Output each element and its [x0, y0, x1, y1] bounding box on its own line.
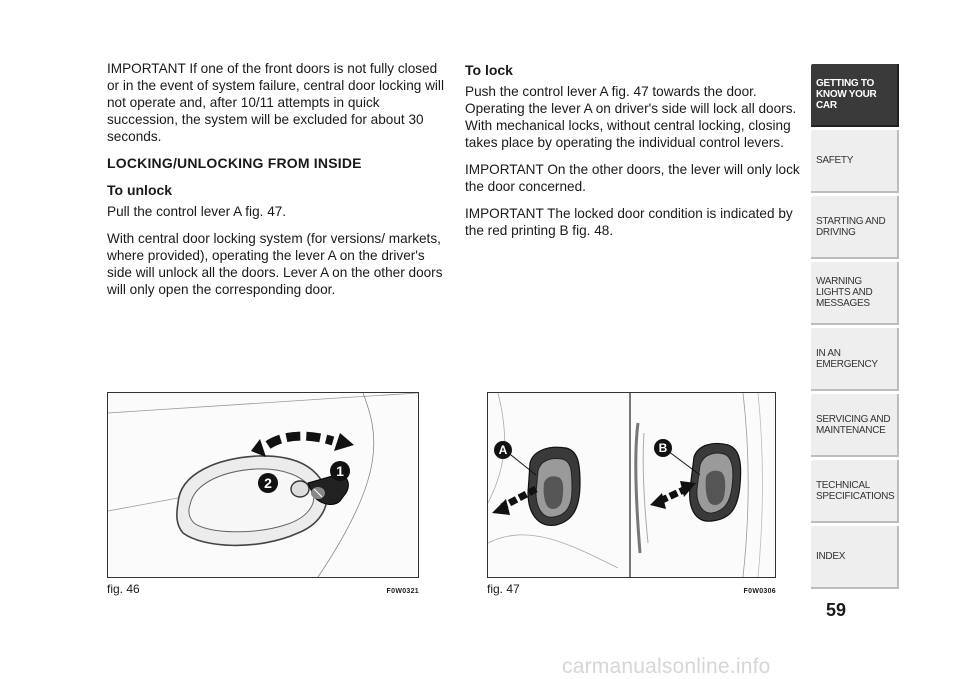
- tab-label: SAFETY: [816, 155, 854, 166]
- figure-47-code: F0W0306: [743, 588, 776, 595]
- callout-2-badge: [258, 473, 278, 493]
- tab-in-an-emergency[interactable]: [811, 328, 899, 391]
- figure-46-frame: [107, 392, 419, 578]
- unlock-text-1: Pull the control lever A fig. 47.: [107, 204, 287, 219]
- figure-47-label: fig. 47: [487, 582, 520, 596]
- important-note-2: IMPORTANT On the other doors, the lever will only lock the door concerned.: [465, 162, 800, 194]
- tab-technical-specifications[interactable]: [811, 460, 899, 523]
- unlock-heading: To unlock: [107, 182, 173, 198]
- figure-47: [487, 392, 776, 596]
- tab-servicing-and-maintenance[interactable]: [811, 394, 899, 457]
- callout-1-badge: [330, 461, 350, 481]
- right-column: [465, 60, 801, 249]
- tab-label: TECHNICAL SPECIFICATIONS: [816, 479, 895, 502]
- figure-46-label: fig. 46: [107, 582, 140, 596]
- page-number: 59: [826, 600, 847, 620]
- tab-getting-to-know-your-car[interactable]: [811, 64, 899, 127]
- tab-warning-lights-and-messages[interactable]: [811, 262, 899, 325]
- figure-47-frame: [487, 392, 776, 578]
- figure-46-code: F0W0321: [386, 588, 419, 595]
- tab-label: STARTING AND DRIVING: [816, 215, 886, 238]
- figure-46-caption: [107, 582, 419, 596]
- callout-a-label: A: [498, 443, 508, 457]
- figure-47-caption: [487, 582, 776, 596]
- section-heading: LOCKING/UNLOCKING FROM INSIDE: [107, 155, 362, 171]
- left-column: [107, 60, 447, 308]
- important-note-1: IMPORTANT If one of the front doors is not fully closed or in the event of system failure, central door locking will not operate and, after 10/11 attempts in quick succession, the system will be excluded for about 30 seconds.: [107, 61, 444, 144]
- figure-46: [107, 392, 419, 596]
- lock-heading: To lock: [465, 62, 513, 78]
- watermark: carmanualsonline.info: [562, 655, 771, 678]
- figure-47-illustration: [488, 393, 775, 577]
- callout-1-label: 1: [336, 463, 344, 479]
- callout-b-badge: [654, 439, 672, 457]
- tab-label: INDEX: [816, 551, 846, 562]
- callout-a-badge: [494, 441, 512, 459]
- tab-label: WARNING LIGHTS AND MESSAGES: [816, 276, 873, 309]
- unlock-text-2: With central door locking system (for versions/ markets, where provided), operating the lever A on the driver's side will unlock all the doors. Lever A on the other doors will only open the corresponding door.: [107, 231, 443, 297]
- tab-label: GETTING TO KNOW YOUR CAR: [816, 78, 877, 111]
- tab-label: IN AN EMERGENCY: [816, 347, 878, 370]
- tab-index[interactable]: [811, 526, 899, 589]
- callout-b-label: B: [658, 441, 668, 455]
- tab-starting-and-driving[interactable]: [811, 196, 899, 259]
- chapter-nav: [811, 64, 899, 592]
- tab-safety[interactable]: [811, 130, 899, 193]
- callout-2-label: 2: [264, 475, 272, 491]
- important-note-3: IMPORTANT The locked door condition is indicated by the red printing B fig. 48.: [465, 206, 793, 238]
- tab-label: SERVICING AND MAINTENANCE: [816, 413, 891, 436]
- lock-text: Push the control lever A fig. 47 towards the door. Operating the lever A on driver's side will lock all doors. With mechanical locks, without central locking, closing takes place by operating the individual control levers.: [465, 84, 797, 150]
